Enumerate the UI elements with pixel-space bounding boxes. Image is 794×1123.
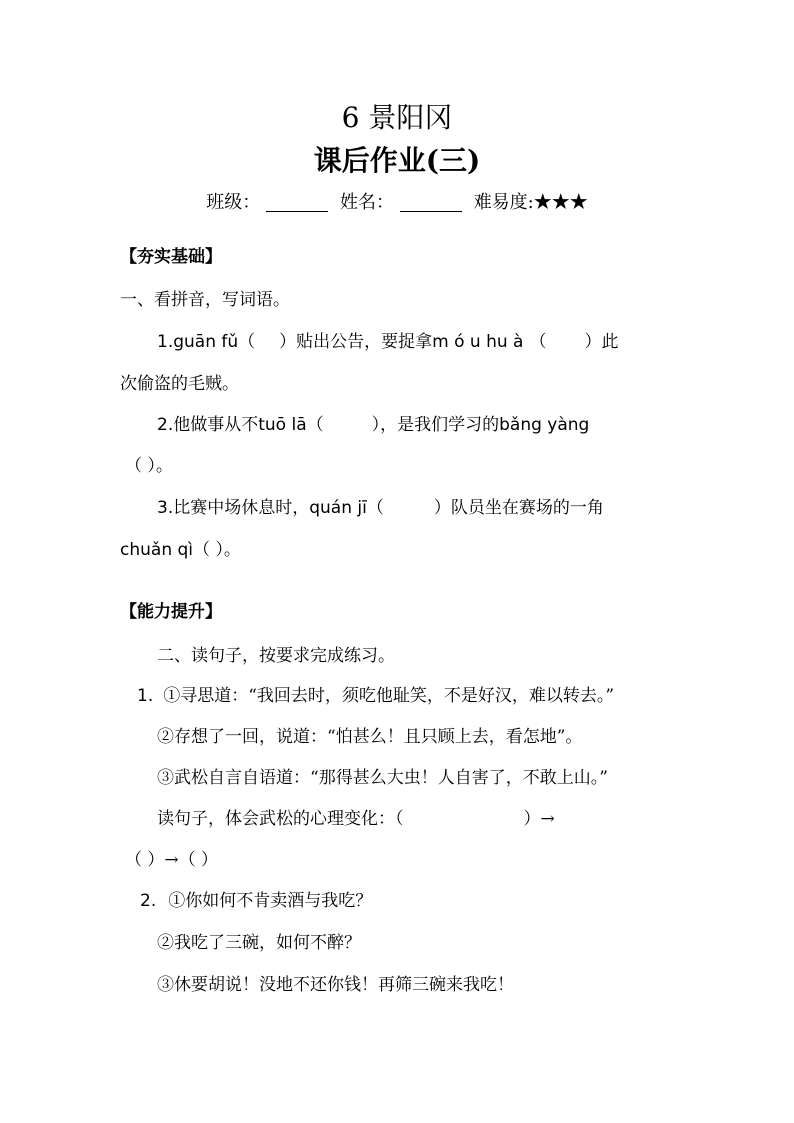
q2-2-sentence-3: ③休要胡说！没地不还你钱！再筛三碗来我吃！ xyxy=(157,975,514,995)
q2-1-task: 读句子，体会武松的心理变化：（ ）→ xyxy=(157,809,555,829)
q2-2-sentence-2: ②我吃了三碗，如何不醉？ xyxy=(157,933,361,953)
pinyin-mouhua: m ó u hu à xyxy=(432,332,524,352)
class-field[interactable] xyxy=(266,193,328,212)
lesson-title: 6 景阳冈 xyxy=(341,101,453,134)
q2-1-sentence-1: 1. ①寻思道：“我回去时，须吃他耻笑，不是好汉，难以转去。” xyxy=(137,686,615,706)
item-1-line-1: 1.guān fǔ（ ）贴出公告，要捉拿m ó u hu à （ ）此 xyxy=(157,332,619,352)
pinyin-chuanqi: chuǎn qì xyxy=(120,540,194,560)
item-3-line-1: 3.比赛中场休息时，quán jī（ ）队员坐在赛场的一角 xyxy=(157,498,604,518)
q2-2-sentence-1: 2. ①你如何不肯卖酒与我吃？ xyxy=(140,891,373,911)
pinyin-quanji: quán jī xyxy=(309,498,367,518)
difficulty-label: 难易度:★★★ xyxy=(473,192,588,213)
student-info-line xyxy=(0,190,794,216)
item-1-line-2: 次偷盗的毛贼。 xyxy=(120,374,239,394)
item-2-line-1: 2.他做事从不tuō lā（ ），是我们学习的bǎng yàng xyxy=(157,415,590,435)
section-heading-basics: 【夯实基础】 xyxy=(120,247,222,267)
name-field[interactable] xyxy=(400,193,462,212)
pinyin-tuola: tuō lā xyxy=(258,415,307,435)
item-2-line-2[interactable]: （ ）。 xyxy=(125,456,173,476)
question-2-title: 二、读句子，按要求完成练习。 xyxy=(157,646,395,666)
pinyin-guanfu: guān fǔ xyxy=(173,332,239,352)
pinyin-bangyang: bǎng yàng xyxy=(499,415,590,435)
q2-1-sentence-3: ③武松自言自语道：“那得甚么大虫！人自害了，不敢上山。” xyxy=(157,768,608,788)
answer-blanks-mood-2-3[interactable]: （ ）→（ ） xyxy=(125,850,219,870)
worksheet-subtitle: 课后作业(三) xyxy=(313,144,481,177)
item-3-line-2 xyxy=(120,536,241,564)
name-label: 姓名： xyxy=(339,192,394,213)
question-1-title: 一、看拼音，写词语。 xyxy=(120,290,290,310)
section-heading-ability: 【能力提升】 xyxy=(120,602,222,622)
answer-blank-chuanqi[interactable]: （ ）。 xyxy=(193,540,241,560)
class-label: 班级： xyxy=(206,192,261,213)
q2-1-sentence-2: ②存想了一回，说道：“怕甚么！且只顾上去，看怎地”。 xyxy=(157,727,583,747)
